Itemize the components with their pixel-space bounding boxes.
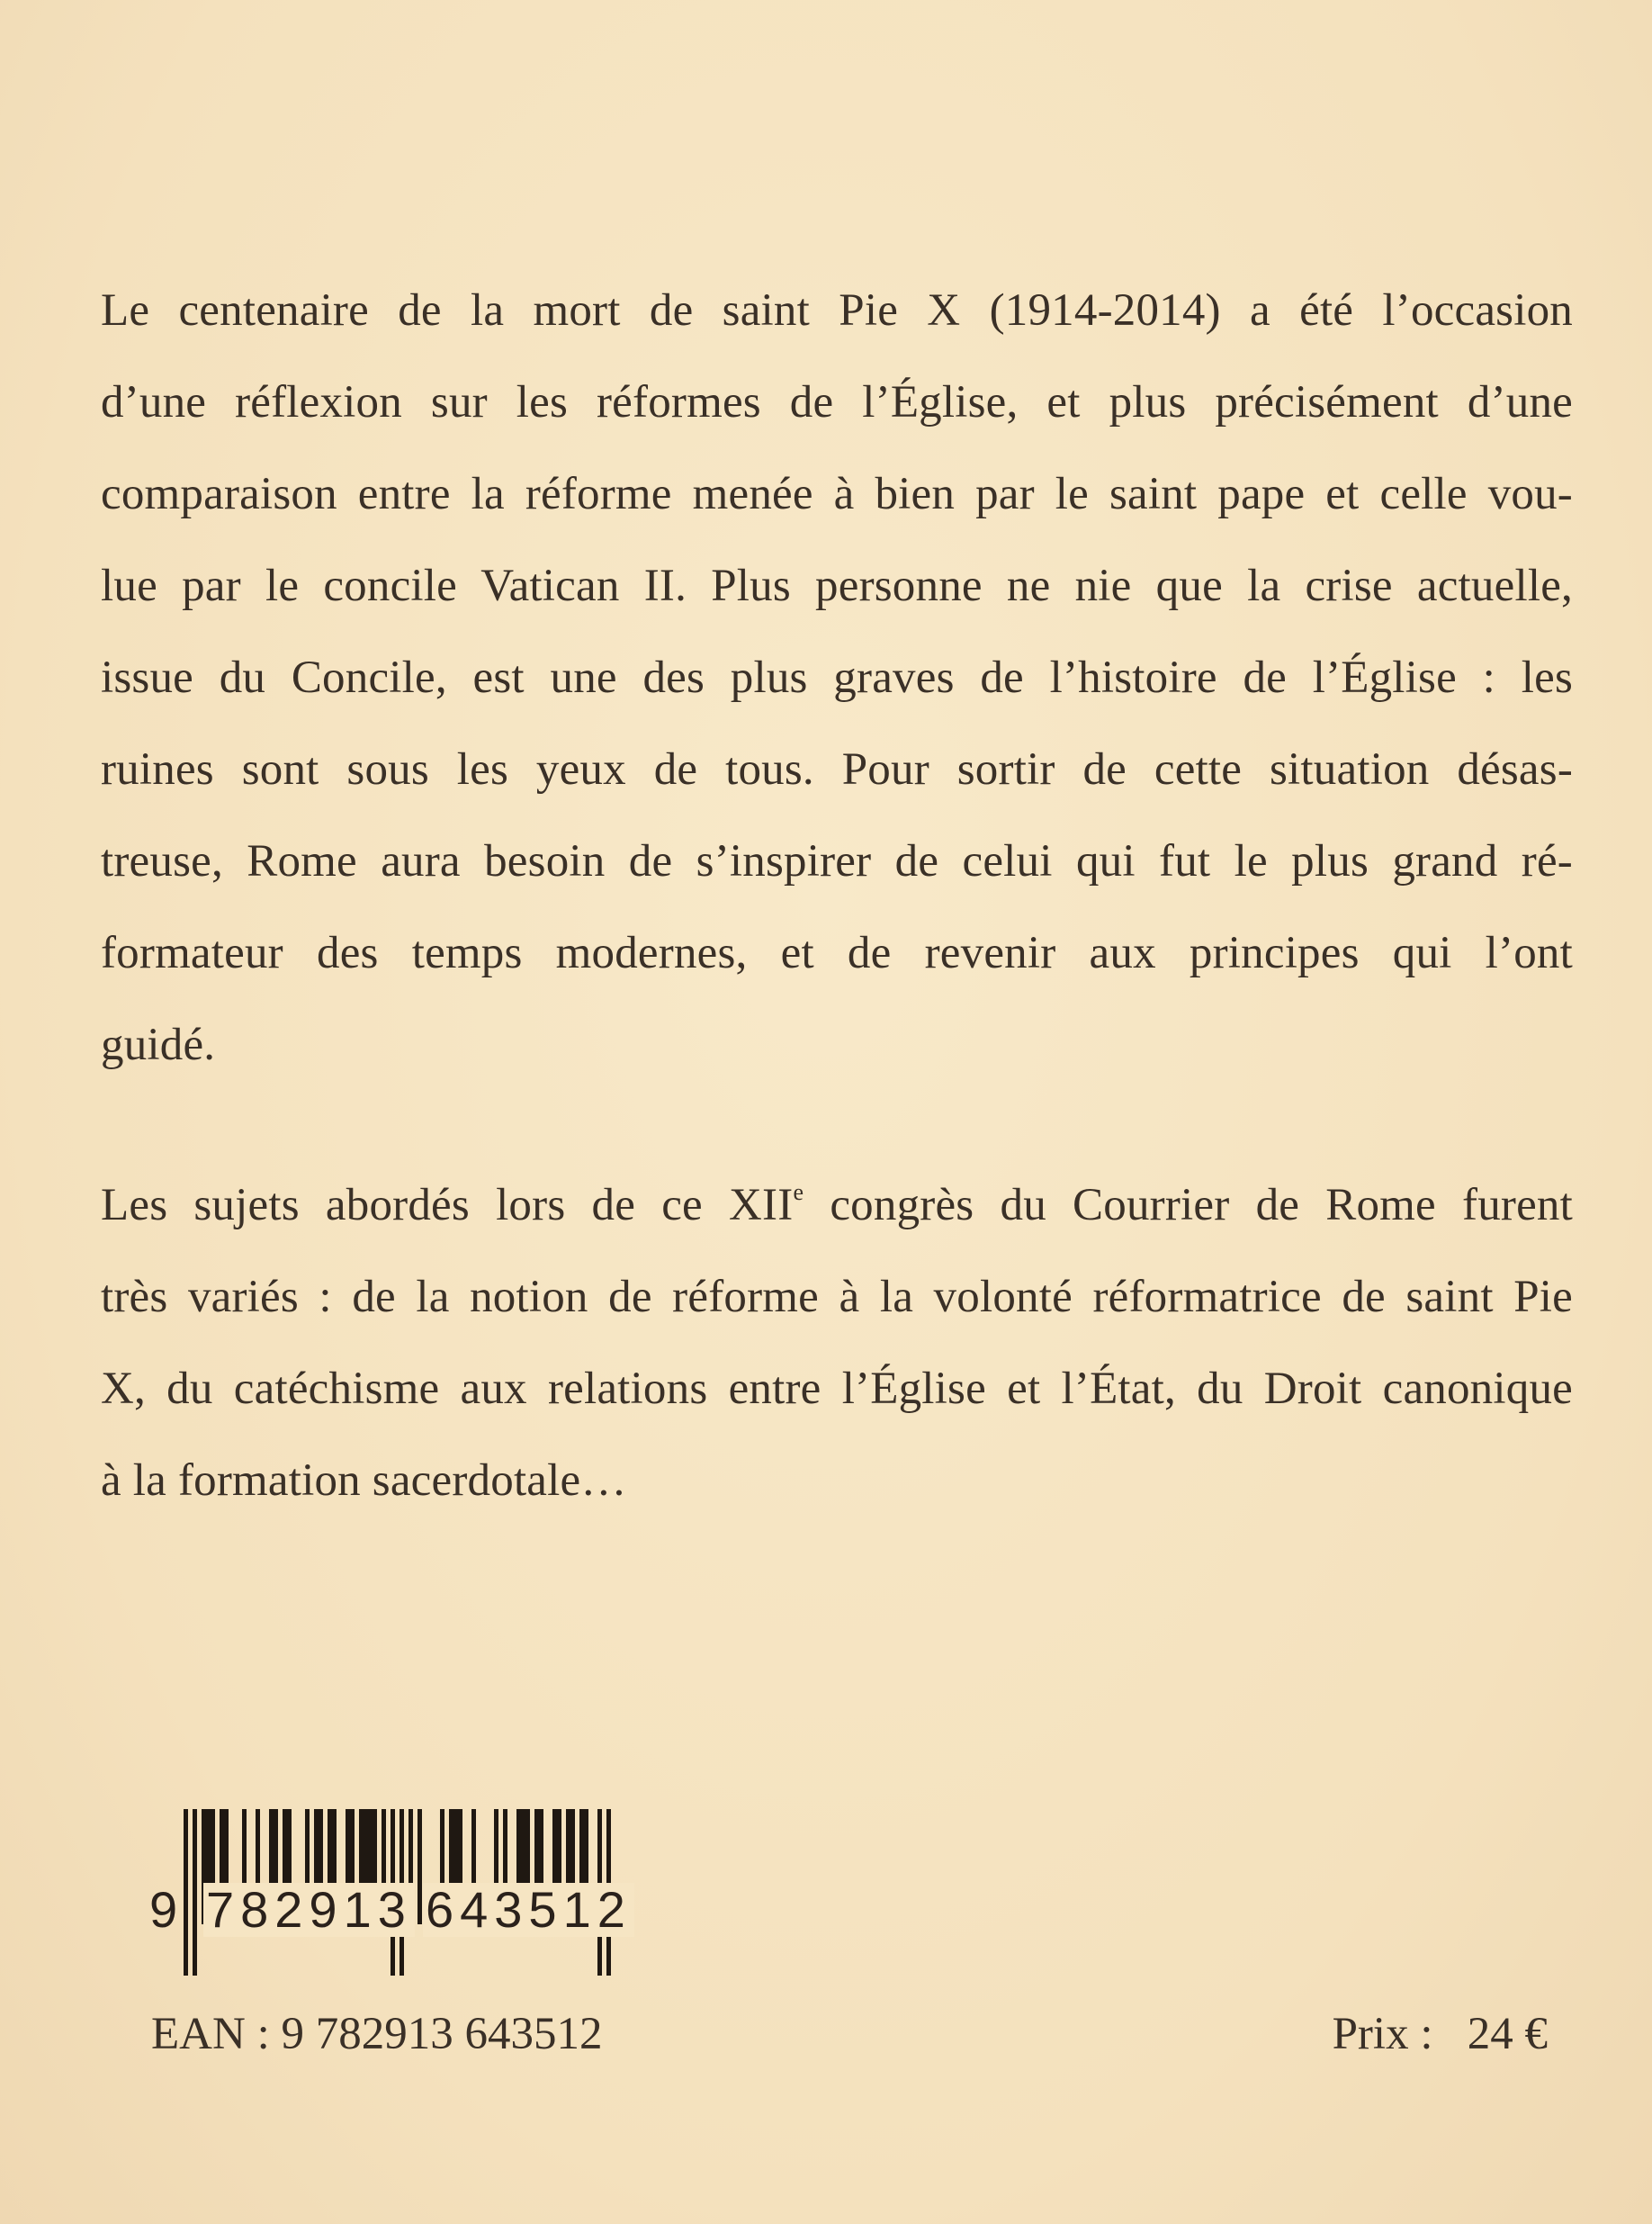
text-line: lue par le concile Vatican II. Plus personne ne nie que la crise actuelle, (101, 561, 1573, 611)
text-line: à la formation sacerdotale… (101, 1455, 627, 1506)
text-line: comparaison entre la réforme menée à bien par le saint pape et celle vou- (101, 469, 1573, 519)
barcode-guard-bar (184, 1809, 188, 1976)
barcode-right-digits: 643512 (423, 1883, 634, 1937)
description-paragraph-1 (101, 265, 1573, 1091)
text-line: issue du Concile, est une des plus graves de l’histoire de l’Église : les (101, 653, 1573, 703)
text-line (101, 1159, 1573, 1251)
text-line: ruines sont sous les yeux de tous. Pour sortir de cette situation désas- (101, 744, 1573, 795)
barcode-left-digits: 782913 (203, 1883, 415, 1937)
text-segment: congrès du Courrier de Rome furent (804, 1180, 1574, 1230)
text-line: Le centenaire de la mort de saint Pie X (1914-2014) a été l’occasion (101, 285, 1573, 336)
ean-number: EAN : 9 782913 643512 (151, 2009, 603, 2059)
barcode-guard-bar (193, 1809, 197, 1976)
text-line: X, du catéchisme aux relations entre l’Église et l’État, du Droit canonique (101, 1364, 1573, 1414)
superscript: e (793, 1179, 804, 1205)
text-segment: Les sujets abordés lors de ce XII (101, 1180, 794, 1230)
price-label: Prix : 24 € (1332, 2009, 1548, 2059)
text-line: d’une réflexion sur les réformes de l’Église, et plus précisément d’une (101, 377, 1573, 428)
barcode-bar (417, 1809, 422, 1924)
text-line: très variés : de la notion de réforme à la volonté réformatrice de saint Pie (101, 1272, 1573, 1322)
text-line: guidé. (101, 1020, 216, 1070)
text-line: formateur des temps modernes, et de revenir aux principes qui l’ont (101, 928, 1573, 978)
barcode-first-digit: 9 (149, 1881, 178, 1938)
description-paragraph-2 (101, 1159, 1573, 1526)
text-line: treuse, Rome aura besoin de s’inspirer de celui qui fut le plus grand ré- (101, 836, 1573, 887)
